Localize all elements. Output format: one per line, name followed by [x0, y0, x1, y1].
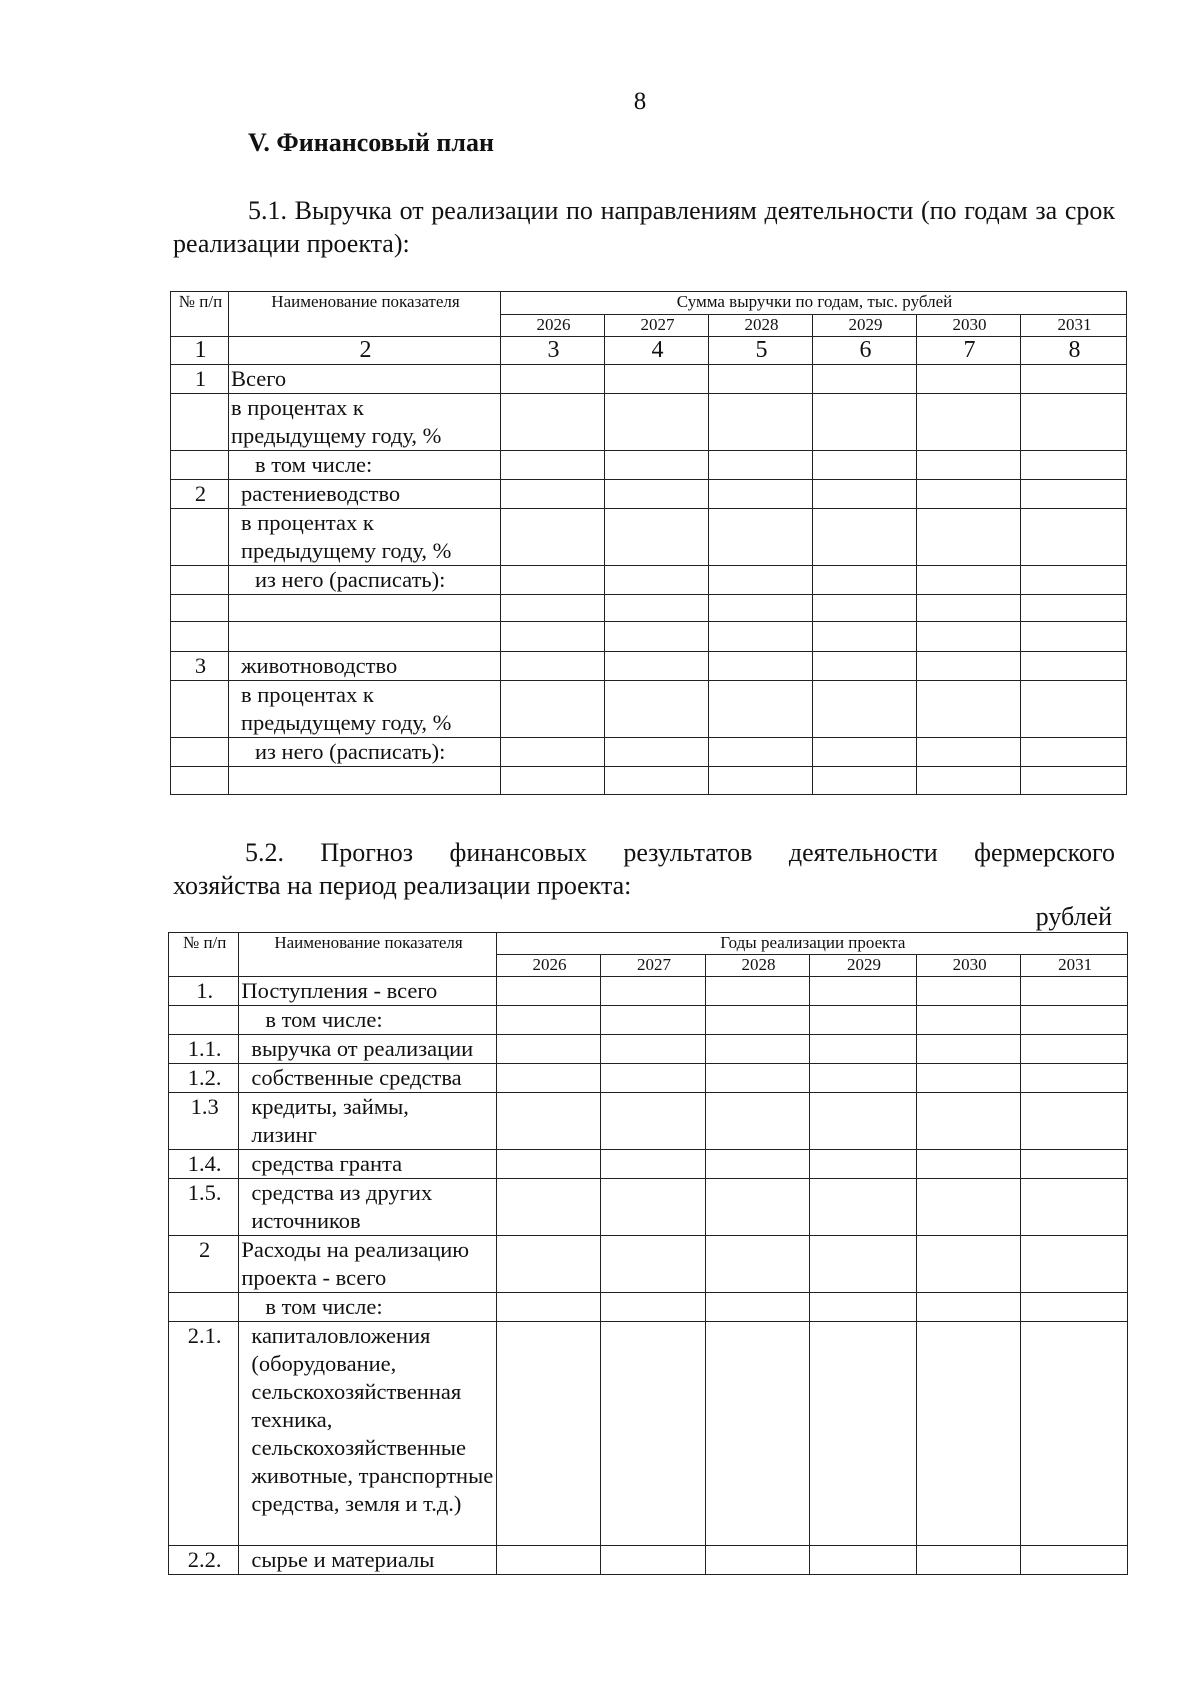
table-row	[169, 1035, 1128, 1064]
table-row	[171, 595, 1127, 622]
col-index: 7	[917, 337, 1021, 365]
col-header-number: № п/п	[171, 292, 229, 337]
col-header-name: Наименование показателя	[229, 292, 501, 337]
table-row	[169, 1293, 1128, 1322]
col-index: 4	[605, 337, 709, 365]
table-row	[171, 566, 1127, 595]
table-row	[169, 1179, 1128, 1236]
table-row	[169, 1322, 1128, 1546]
table-row	[171, 652, 1127, 681]
table-row	[171, 365, 1127, 394]
year-header: 2029	[813, 315, 917, 337]
units-label: рублей	[1035, 902, 1112, 931]
row-number	[171, 622, 229, 652]
table-row	[171, 767, 1127, 795]
row-name: Поступления - всего	[239, 977, 496, 1006]
table-row	[169, 1236, 1128, 1293]
row-name: в том числе:	[239, 1293, 496, 1322]
table-row	[169, 1006, 1128, 1035]
year-header: 2030	[917, 315, 1021, 337]
table-row	[171, 480, 1127, 509]
row-number: 1.3	[169, 1093, 239, 1150]
page-number: 8	[633, 88, 647, 115]
row-number: 1	[171, 365, 229, 394]
column-index-row	[171, 337, 1127, 365]
row-number	[171, 595, 229, 622]
row-number: 2	[171, 480, 229, 509]
year-header: 2028	[705, 955, 810, 977]
row-name: Расходы на реализацию проекта - всего	[239, 1236, 496, 1293]
col-header-name: Наименование показателя	[239, 933, 496, 977]
col-index: 6	[813, 337, 917, 365]
year-header: 2027	[601, 955, 706, 977]
row-number: 2.2.	[169, 1546, 239, 1575]
table-row	[171, 681, 1127, 738]
row-name: животноводство	[229, 652, 501, 681]
section1-heading: 5.1. Выручка от реализации по направлениям деятельности (по годам за срок реализации проекта):	[173, 196, 1115, 258]
col-index: 5	[709, 337, 813, 365]
section-title: V. Финансовый план	[248, 128, 494, 157]
table-row	[171, 738, 1127, 767]
year-header: 2030	[916, 955, 1021, 977]
row-name: в процентах к предыдущему году, %	[229, 681, 501, 738]
row-name: Всего	[229, 365, 501, 394]
year-header: 2031	[1021, 315, 1127, 337]
row-name: в процентах к предыдущему году, %	[229, 509, 501, 566]
table-row	[171, 451, 1127, 480]
row-name: кредиты, займы, лизинг	[239, 1093, 496, 1150]
row-name	[229, 767, 501, 795]
row-number	[169, 1006, 239, 1035]
row-name: в том числе:	[239, 1006, 496, 1035]
row-name: сырье и материалы	[239, 1546, 496, 1575]
col-index: 8	[1021, 337, 1127, 365]
row-number	[171, 767, 229, 795]
row-name: из него (расписать):	[229, 566, 501, 595]
row-number	[171, 451, 229, 480]
row-name: в том числе:	[229, 451, 501, 480]
row-number: 2.1.	[169, 1322, 239, 1546]
table-row	[169, 1093, 1128, 1150]
row-name: в процентах к предыдущему году, %	[229, 394, 501, 451]
financial-forecast-table	[168, 932, 1128, 1575]
col-header-group: Годы реализации проекта	[496, 933, 1127, 955]
row-name	[229, 622, 501, 652]
table-row	[169, 1546, 1128, 1575]
year-header: 2026	[501, 315, 605, 337]
year-header: 2029	[810, 955, 917, 977]
table-row	[169, 1150, 1128, 1179]
table-row	[169, 1064, 1128, 1093]
col-header-group: Сумма выручки по годам, тыс. рублей	[501, 292, 1127, 315]
row-number	[171, 509, 229, 566]
row-name: средства гранта	[239, 1150, 496, 1179]
year-header: 2027	[605, 315, 709, 337]
col-index: 3	[501, 337, 605, 365]
row-name	[229, 595, 501, 622]
row-number: 1.	[169, 977, 239, 1006]
row-name: собственные средства	[239, 1064, 496, 1093]
year-header: 2031	[1021, 955, 1128, 977]
row-number: 3	[171, 652, 229, 681]
row-number	[171, 681, 229, 738]
col-index: 1	[171, 337, 229, 365]
row-number	[171, 566, 229, 595]
table-row	[169, 977, 1128, 1006]
forecast-rows	[169, 977, 1128, 1575]
row-name: выручка от реализации	[239, 1035, 496, 1064]
row-name: из него (расписать):	[229, 738, 501, 767]
revenue-table	[170, 291, 1127, 795]
table-row	[171, 509, 1127, 566]
table-row	[171, 394, 1127, 451]
year-header: 2028	[709, 315, 813, 337]
row-number: 1.4.	[169, 1150, 239, 1179]
col-index: 2	[229, 337, 501, 365]
row-number: 2	[169, 1236, 239, 1293]
row-number	[171, 738, 229, 767]
row-name: капиталовложения (оборудование, сельскохозяйственная техника, сельскохозяйственные животные, транспортные средства, земля и т.д.)	[239, 1322, 496, 1546]
row-number	[169, 1293, 239, 1322]
row-number: 1.1.	[169, 1035, 239, 1064]
revenue-rows	[171, 365, 1127, 795]
row-number	[171, 394, 229, 451]
row-name: средства из других источников	[239, 1179, 496, 1236]
row-number: 1.5.	[169, 1179, 239, 1236]
row-number: 1.2.	[169, 1064, 239, 1093]
col-header-number: № п/п	[169, 933, 239, 977]
table-row	[171, 622, 1127, 652]
row-name: растениеводство	[229, 480, 501, 509]
section2-heading: 5.2. Прогноз финансовых результатов деятельности фермерского хозяйства на период реализации проекта:	[173, 838, 1115, 900]
year-header: 2026	[496, 955, 601, 977]
